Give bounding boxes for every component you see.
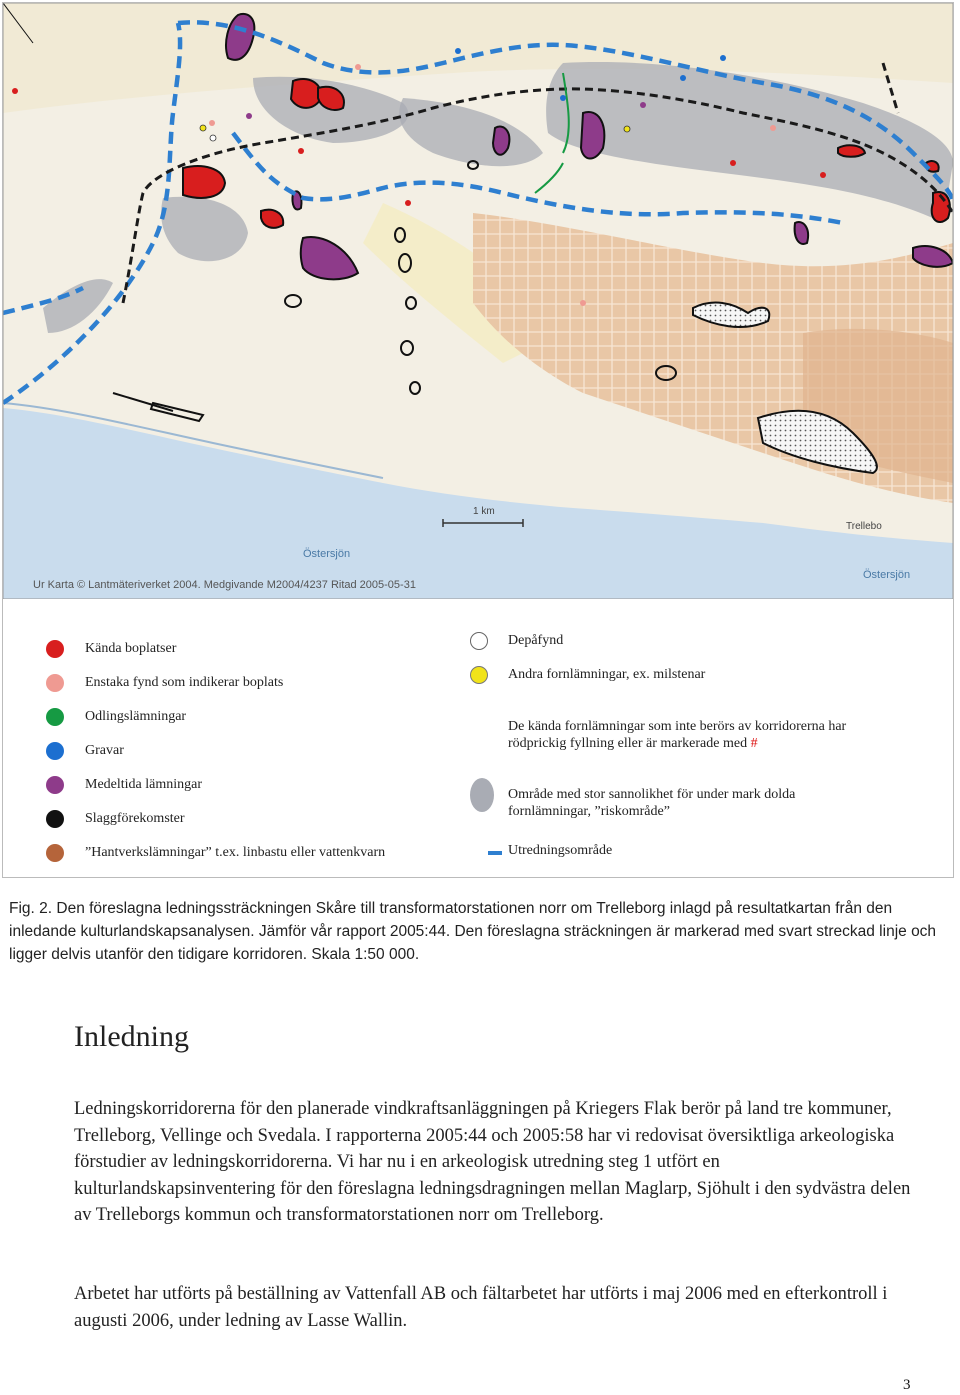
pink-dot-icon bbox=[46, 674, 64, 692]
map-figure bbox=[2, 2, 954, 878]
legend-andra: Andra fornlämningar, ex. milstenar bbox=[508, 667, 706, 682]
legend-depafynd: Depåfynd bbox=[508, 633, 564, 648]
legend-risk-line2: fornlämningar, ”riskområde” bbox=[508, 804, 670, 819]
red-dot-icon bbox=[46, 640, 64, 658]
scale-label: 1 km bbox=[473, 506, 495, 517]
legend-item: Kända boplatser bbox=[85, 641, 177, 656]
legend-note-line2 bbox=[508, 735, 846, 752]
legend-item: Medeltida lämningar bbox=[85, 777, 203, 792]
risk-area-icon bbox=[470, 778, 494, 812]
purple-dot-icon bbox=[46, 776, 64, 794]
section-heading: Inledning bbox=[74, 1020, 189, 1053]
legend-utredning: Utredningsområde bbox=[508, 843, 613, 858]
blue-dot-icon bbox=[46, 742, 64, 760]
map-credit: Ur Karta © Lantmäteriverket 2004. Medgivande M2004/4237 Ritad 2005-05-31 bbox=[33, 579, 416, 591]
legend-risk-line1: Område med stor sannolikhet för under mark dolda bbox=[508, 787, 796, 802]
legend-risk bbox=[508, 786, 795, 820]
black-dot-icon bbox=[46, 810, 64, 828]
town-label: Trellebo bbox=[846, 521, 882, 532]
legend-item: Gravar bbox=[85, 743, 124, 758]
green-dot-icon bbox=[46, 708, 64, 726]
body-paragraph: Arbetet har utförts på beställning av Vattenfall AB och fältarbetet har utförts i maj 2006 med en efterkontroll i augusti 2006, under ledning av Lasse Wallin. bbox=[74, 1284, 888, 1331]
corridor-line-icon bbox=[488, 851, 502, 855]
figure-caption: Fig. 2. Den föreslagna ledningssträckningen Skåre till transformatorstationen norr om Trelleborg inlagd på resultatkartan från den inledande kulturlandskapsanalysen. Jämför vår rapport 2005:44. Den föreslagna sträckningen är markerad med svart streckad linje och ligger delvis utanför den tidigare korridoren. Skala 1:50 000. bbox=[9, 900, 937, 963]
yellow-dot-icon bbox=[470, 666, 488, 684]
legend-item: Slaggförekomster bbox=[85, 811, 185, 826]
legend-note-line2-text: rödprickig fyllning eller är markerade med bbox=[508, 736, 748, 751]
legend-item: ”Hantverkslämningar” t.ex. linbastu eller vattenkvarn bbox=[85, 845, 386, 860]
legend-note-line1: De kända fornlämningar som inte berörs av korridorerna har bbox=[508, 719, 847, 734]
sea-label: Östersjön bbox=[303, 548, 351, 560]
legend-item: Enstaka fynd som indikerar boplats bbox=[85, 675, 284, 690]
body-paragraph: Ledningskorridorerna för den planerade vindkraftsanläggningen på Kriegers Flak berör på land tre kommuner, Trelleborg, Vellinge och Svedala. I rapporterna 2005:44 och 2005:58 har vi redovisat översiktliga arkeologiska förstudier av ledningskorridorerna. Vi har nu i en arkeologisk utredning steg 1 utfört en kulturlandskapsinventering för den föreslagna ledningsdragningen mellan Maglarp, Sjöhult i den sydvästra delen av Trelleborgs kommun och transformatorstationen norr om Trelleborg. bbox=[74, 1099, 911, 1225]
sea-label-east: Östersjön bbox=[863, 569, 911, 581]
page-number: 3 bbox=[903, 1377, 911, 1393]
legend-note bbox=[508, 718, 846, 752]
white-dot-icon bbox=[470, 632, 488, 650]
brown-dot-icon bbox=[46, 844, 64, 862]
legend-item: Odlingslämningar bbox=[85, 709, 187, 724]
hash-mark: # bbox=[750, 736, 758, 751]
